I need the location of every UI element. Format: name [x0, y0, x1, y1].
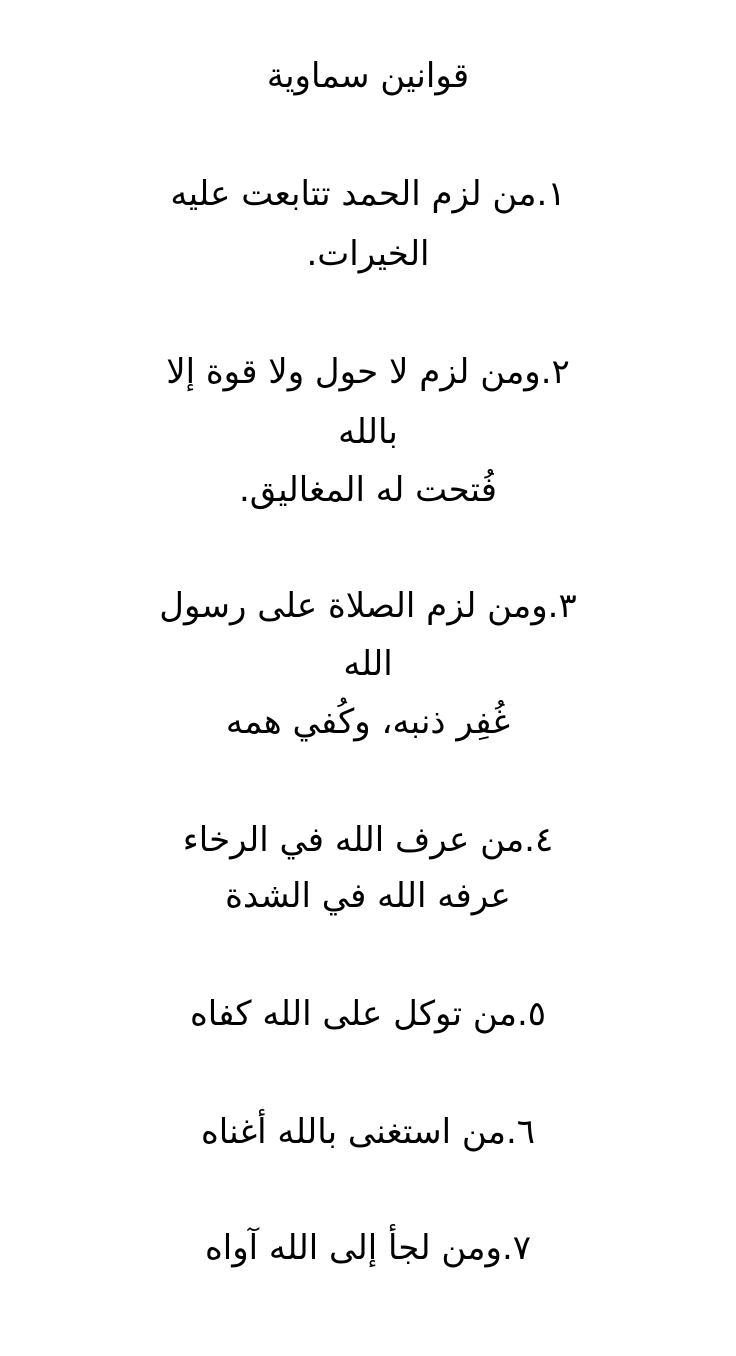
rule-6-line-1: ٦.من استغنى بالله أغناه: [200, 1112, 536, 1152]
rule-2-line-1: ٢.ومن لزم لا حول ولا قوة إلا: [166, 352, 570, 392]
rule-5-line-1: ٥.من توكل على الله كفاه: [189, 994, 547, 1034]
rule-1-line-2: الخيرات.: [306, 234, 430, 274]
rule-3-line-1: ٣.ومن لزم الصلاة على رسول: [159, 586, 577, 626]
rule-7-line-1: ٧.ومن لجأ إلى الله آواه: [204, 1228, 532, 1268]
rule-3-line-3: غُفِر ذنبه، وكُفي همه: [225, 702, 511, 742]
rule-1-line-1: ١.من لزم الحمد تتابعت عليه: [170, 174, 566, 214]
rule-4-line-2: عرفه الله في الشدة: [225, 876, 511, 916]
page-title: قوانين سماوية: [266, 56, 470, 96]
rule-3-line-2: الله: [343, 644, 393, 684]
rule-4-line-1: ٤.من عرف الله في الرخاء: [182, 820, 554, 860]
rule-2-line-2: بالله: [338, 412, 398, 452]
rule-2-line-3: فُتحت له المغاليق.: [238, 470, 498, 510]
